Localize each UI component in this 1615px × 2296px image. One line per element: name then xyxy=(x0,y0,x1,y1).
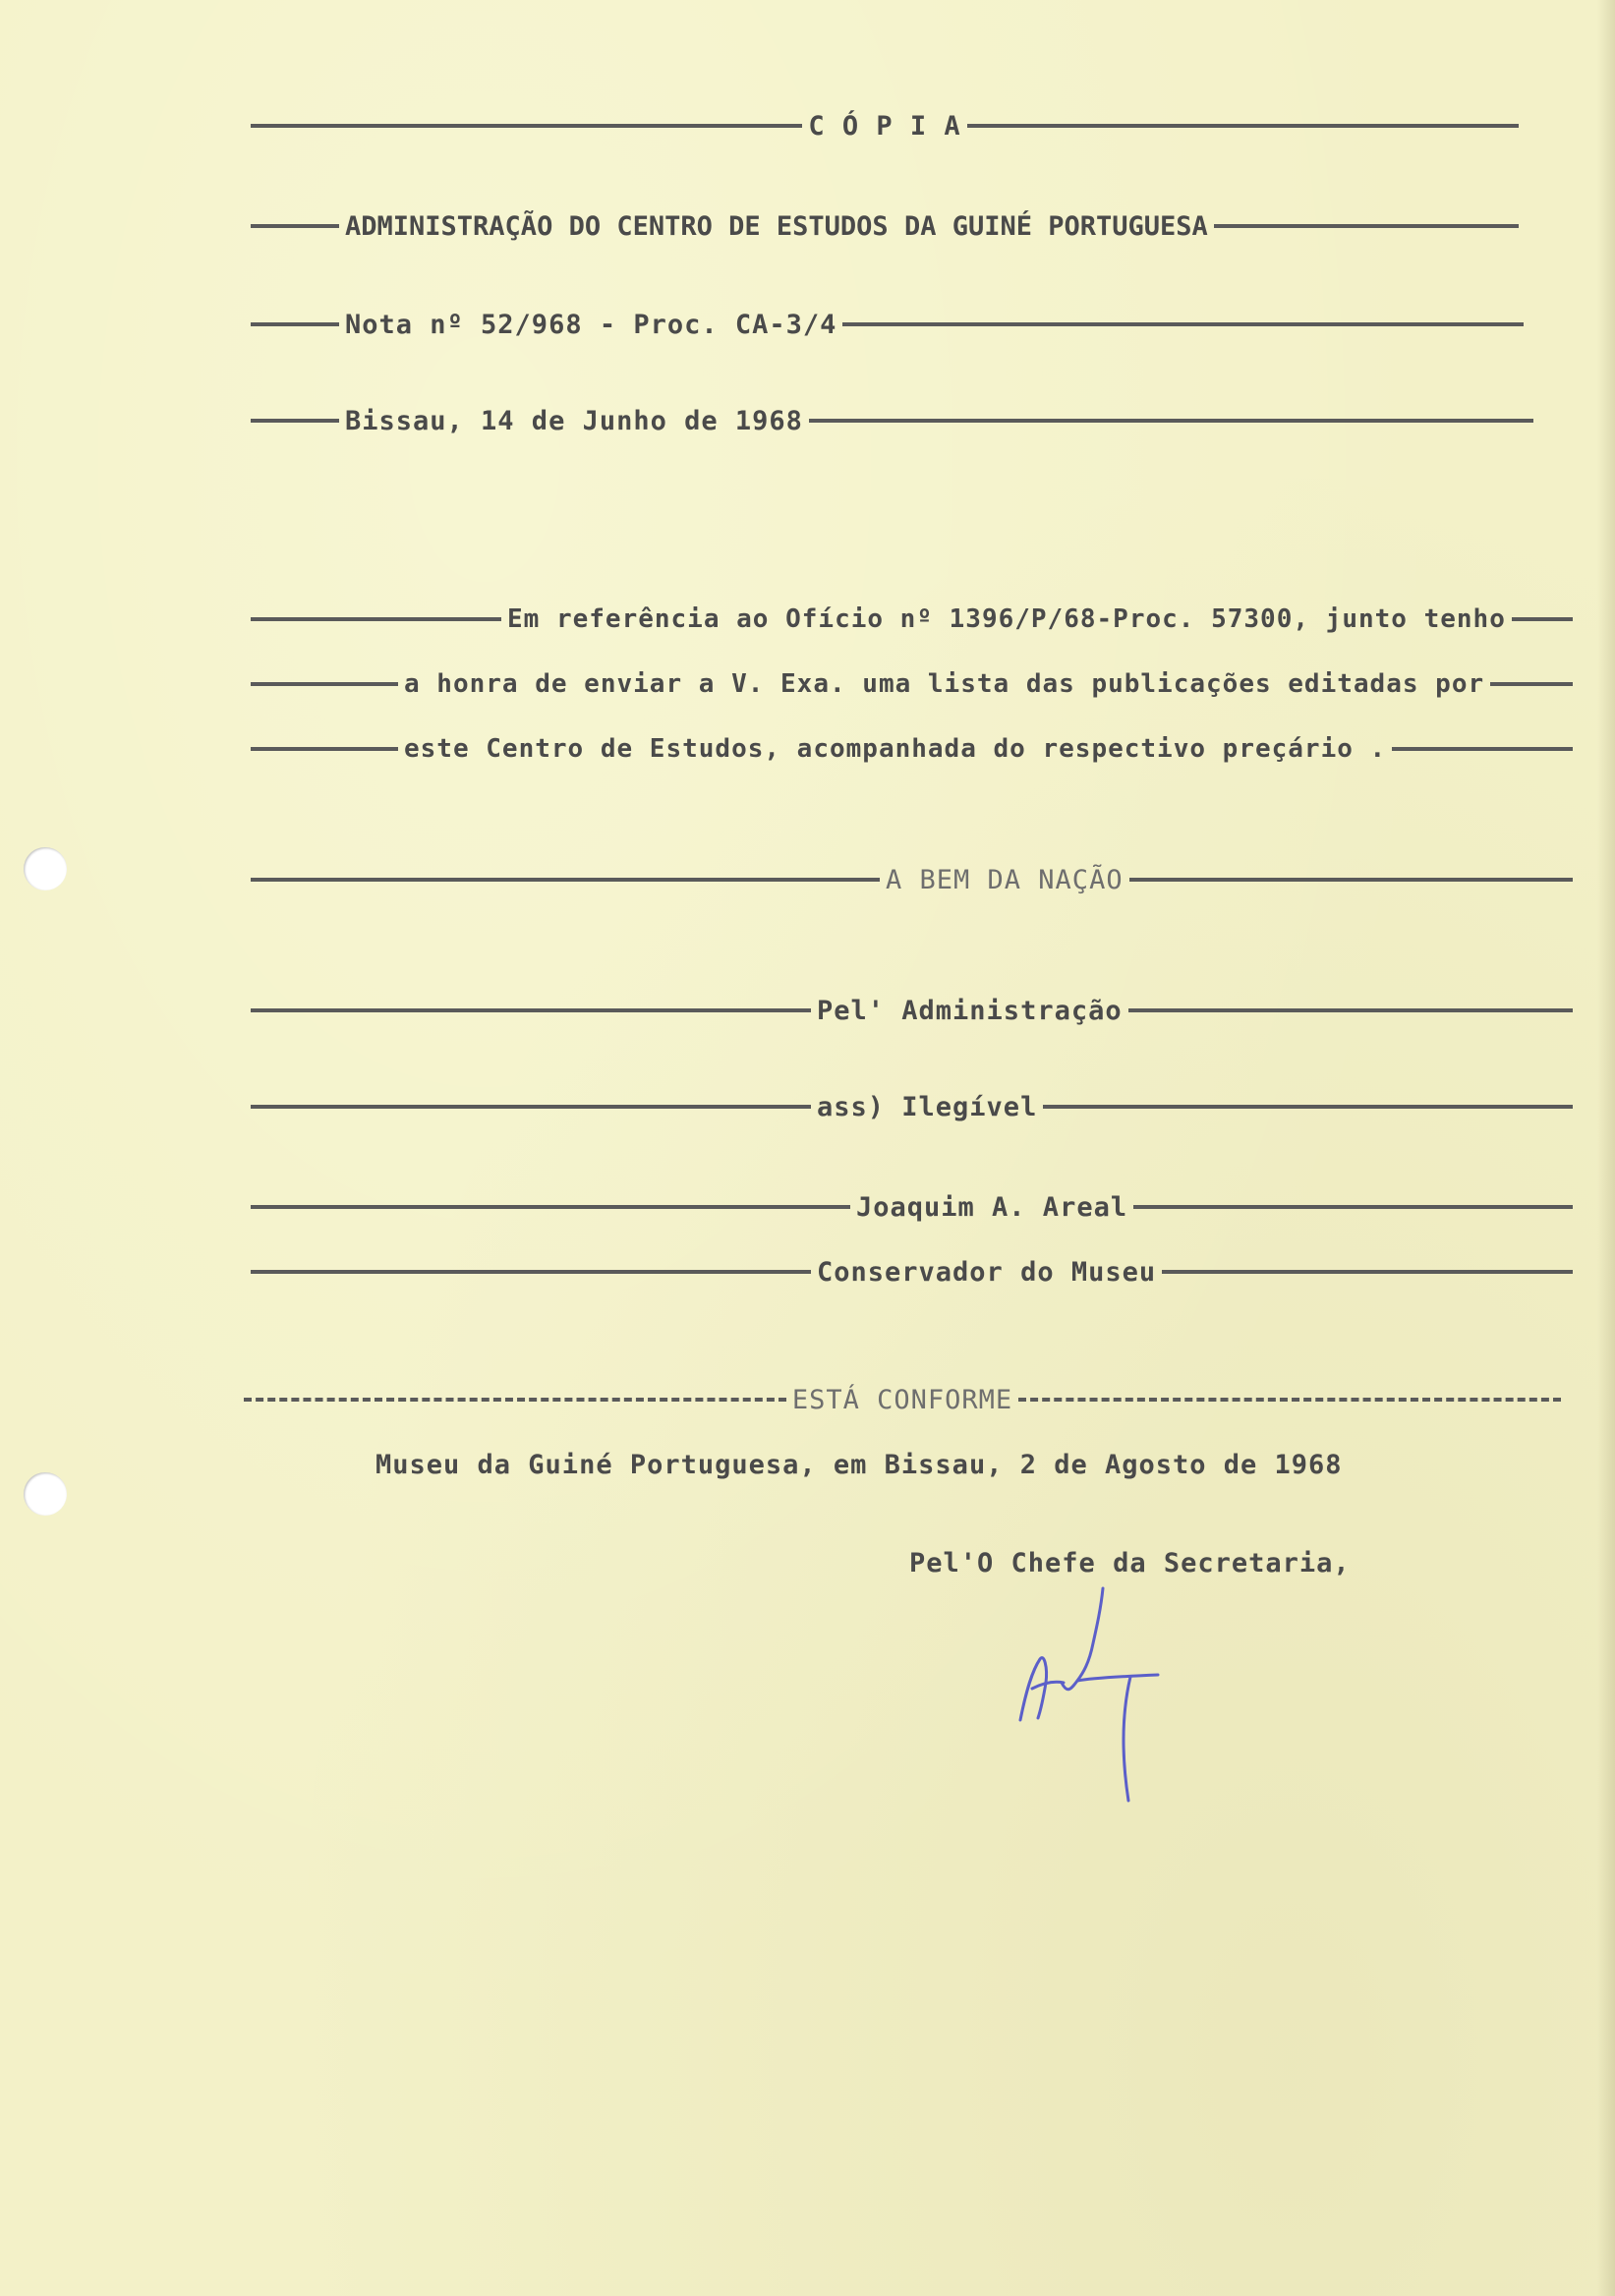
document-title: C Ó P I A xyxy=(808,110,961,142)
body-line-1 xyxy=(251,600,1573,639)
signatory-title-line xyxy=(251,1252,1573,1292)
place-date-line xyxy=(251,401,1533,440)
on-behalf-line xyxy=(251,991,1573,1030)
title-line xyxy=(251,106,1519,145)
heading-line xyxy=(251,206,1519,246)
signatory-name-line xyxy=(251,1187,1573,1227)
on-behalf-text: Pel' Administração xyxy=(817,995,1123,1026)
body-line-2 xyxy=(251,664,1573,704)
paper-edge-shadow xyxy=(1597,0,1615,2296)
punch-hole-icon xyxy=(24,1472,67,1516)
handwritten-signature-icon xyxy=(993,1573,1209,1808)
body-line-3 xyxy=(251,729,1573,769)
document-heading: ADMINISTRAÇÃO DO CENTRO DE ESTUDOS DA GUINÉ PORTUGUESA xyxy=(345,210,1208,242)
certifier: Pel'O Chefe da Secretaria, xyxy=(909,1548,1351,1578)
certification-line xyxy=(244,1380,1561,1419)
signed-text: ass) Ilegível xyxy=(817,1091,1038,1122)
certification-place-date: Museu da Guiné Portuguesa, em Bissau, 2 de Agosto de 1968 xyxy=(375,1450,1343,1480)
reference-line xyxy=(251,305,1524,344)
document-place-date: Bissau, 14 de Junho de 1968 xyxy=(345,405,803,436)
salutation-line xyxy=(251,860,1573,899)
certification-text: ESTÁ CONFORME xyxy=(791,1384,1013,1415)
signed-line xyxy=(251,1087,1573,1126)
body-text-3: este Centro de Estudos, acompanhada do respectivo preçário . xyxy=(404,734,1387,764)
document-reference: Nota nº 52/968 - Proc. CA-3/4 xyxy=(345,309,837,340)
body-text-2: a honra de enviar a V. Exa. uma lista das publicações editadas por xyxy=(404,669,1485,699)
signatory-title: Conservador do Museu xyxy=(817,1256,1157,1288)
signatory-name: Joaquim A. Areal xyxy=(856,1191,1128,1223)
salutation-text: A BEM DA NAÇÃO xyxy=(886,864,1124,895)
body-text-1: Em referência ao Ofício nº 1396/P/68-Proc. 57300, junto tenho xyxy=(507,604,1506,634)
punch-hole-icon xyxy=(24,847,67,890)
